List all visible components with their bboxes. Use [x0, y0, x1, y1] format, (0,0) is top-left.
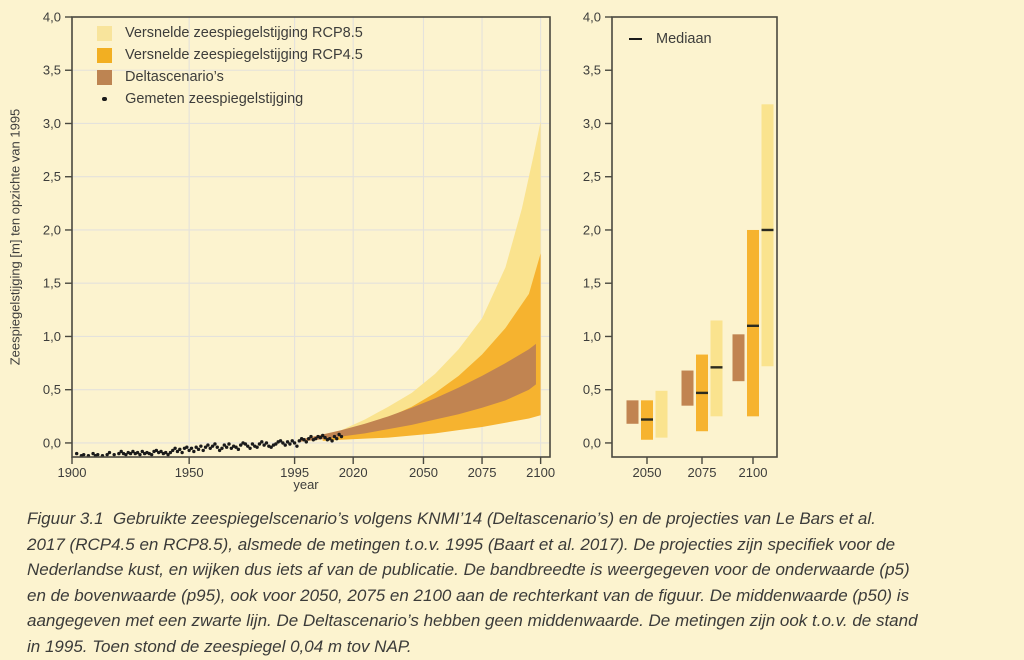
measurement-dot	[309, 435, 312, 438]
measurement-dot	[213, 442, 216, 445]
measurement-dot	[192, 450, 195, 453]
legend-label: Gemeten zeespiegelstijging	[125, 91, 304, 107]
x-tick-label: 2075	[687, 465, 717, 480]
legend-item-rcp85	[97, 25, 363, 41]
measurement-dot	[173, 447, 176, 450]
y-tick-label: 2,0	[582, 222, 601, 238]
delta-range-bar-2100	[733, 334, 745, 381]
rcp85-range-bar-2100	[762, 104, 774, 366]
caption-line: en de bovenwaarde (p95), ook voor 2050, 2075 en 2100 aan de rechterkant van de figuur. De middenwaarde (p50) is	[27, 585, 910, 605]
measurement-dot	[260, 440, 263, 443]
rcp45-swatch-icon	[97, 48, 112, 63]
y-tick-label: 0,0	[42, 435, 61, 451]
legend-item-deltascenarios	[97, 69, 363, 85]
left-chart-y-axis-title: Zeespiegelstijging [m] ten opzichte van 1995	[7, 108, 23, 366]
right-chart-legend	[628, 31, 712, 47]
delta-range-bar-2050	[627, 400, 639, 423]
measurement-dot	[293, 441, 296, 444]
median-dash-icon	[629, 38, 642, 41]
y-tick-label: 1,0	[582, 328, 601, 344]
measurement-dot	[330, 439, 333, 442]
measurement-dot	[190, 447, 193, 450]
measurement-dot	[112, 453, 115, 456]
figure-caption	[27, 506, 1002, 660]
caption-line: Figuur 3.1 Gebruikte zeespiegelscenario’s volgens KNMI’14 (Deltascenario’s) en de projecties van Le Bars et al.	[27, 509, 876, 528]
x-tick-label: 2050	[632, 465, 662, 480]
deltascenario-swatch-icon	[97, 70, 112, 85]
measurement-dot	[199, 444, 202, 447]
measurement-dot	[220, 447, 223, 450]
measurement-dot	[225, 446, 228, 449]
measurement-dot	[96, 453, 99, 456]
y-tick-label: 4,0	[582, 9, 601, 25]
measurement-dot	[305, 440, 308, 443]
legend-label: Versnelde zeespiegelstijging RCP4.5	[125, 47, 363, 63]
y-tick-label: 2,0	[42, 222, 61, 238]
y-tick-label: 3,0	[582, 115, 601, 131]
measurement-dot	[265, 441, 268, 444]
legend-label: Mediaan	[656, 31, 712, 47]
rcp85-range-bar-2050	[656, 391, 668, 438]
measurement-dot	[335, 437, 338, 440]
measurement-dot	[185, 446, 188, 449]
legend-label: Versnelde zeespiegelstijging RCP8.5	[125, 25, 363, 41]
measurement-dot	[284, 443, 287, 446]
y-tick-label: 0,5	[582, 382, 601, 398]
delta-range-bar-2075	[682, 371, 694, 406]
caption-line: aangegeven met een zwarte lijn. De Deltascenario’s hebben geen middenwaarde. De metingen zijn ook t.o.v. de stand	[27, 611, 918, 631]
measurement-dot	[206, 443, 209, 446]
x-tick-label: 1950	[174, 465, 204, 480]
measurement-dot	[237, 448, 240, 451]
caption-line: Nederlandse kust, en wijken dus iets af van de publicatie. De bandbreedte is weergegeven voor de onderwaarde (p5)	[27, 560, 910, 580]
y-tick-label: 1,0	[42, 328, 61, 344]
measurement-dot	[197, 448, 200, 451]
y-tick-label: 0,0	[582, 435, 601, 451]
legend-item-rcp45	[97, 47, 363, 63]
measurement-dot	[180, 451, 183, 454]
measurement-dot	[216, 446, 219, 449]
measurement-dot	[150, 453, 153, 456]
measurement-dot	[340, 435, 343, 438]
legend-item-mediaan	[628, 31, 712, 47]
measurement-dot	[295, 444, 298, 447]
caption-line: in 1995. Toen stond de zeespiegel 0,04 m tov NAP.	[27, 636, 412, 656]
measurement-dot	[248, 447, 251, 450]
measurement-dot	[227, 442, 230, 445]
measurement-dot	[138, 453, 141, 456]
x-tick-label: 2075	[467, 465, 497, 480]
x-tick-label: 2100	[738, 465, 768, 480]
y-tick-label: 1,5	[42, 275, 61, 291]
x-tick-label: 1995	[280, 465, 310, 480]
measurement-dot	[255, 446, 258, 449]
y-tick-label: 2,5	[42, 169, 61, 185]
y-tick-label: 2,5	[582, 169, 601, 185]
legend-item-measured	[97, 91, 363, 107]
y-tick-label: 4,0	[42, 9, 61, 25]
measurement-dot	[202, 449, 205, 452]
y-tick-label: 3,5	[582, 62, 601, 78]
y-tick-label: 3,5	[42, 62, 61, 78]
rcp85-swatch-icon	[97, 26, 112, 41]
y-tick-label: 3,0	[42, 115, 61, 131]
measurement-dot	[178, 448, 181, 451]
left-chart-legend	[97, 25, 363, 107]
x-tick-label: 1900	[57, 465, 87, 480]
measured-dot-icon	[102, 97, 107, 102]
measurement-dot	[108, 451, 111, 454]
rcp45-range-bar-2100	[747, 230, 759, 416]
x-tick-label: 2100	[526, 465, 556, 480]
x-tick-label: 2020	[338, 465, 368, 480]
y-tick-label: 0,5	[42, 382, 61, 398]
caption-line: 2017 (RCP4.5 en RCP8.5), alsmede de metingen t.o.v. 1995 (Baart et al. 2017). De projecties zijn specifiek voor de	[27, 534, 896, 554]
measurement-dot	[288, 442, 291, 445]
measurement-dot	[82, 453, 85, 456]
x-tick-label: 2050	[409, 465, 438, 480]
y-tick-label: 1,5	[582, 275, 601, 291]
measurement-dot	[75, 452, 78, 455]
left-chart-x-axis-title: year	[293, 477, 319, 492]
legend-label: Deltascenario’s	[125, 69, 224, 85]
